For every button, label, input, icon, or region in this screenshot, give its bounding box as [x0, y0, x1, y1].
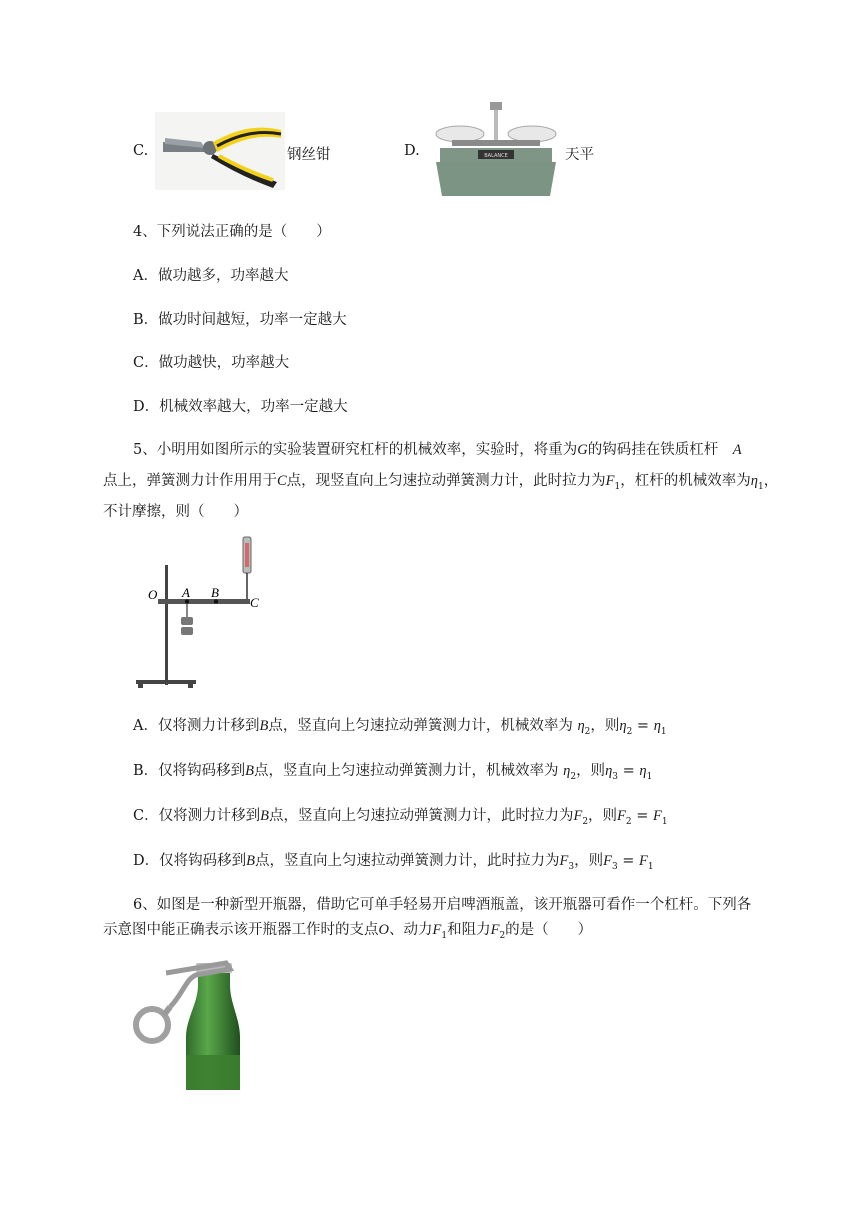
q4-option-d: D．机械效率越大，功率一定越大: [133, 399, 348, 415]
q5-option-b: B．仅将钩码移到B点，竖直向上匀速拉动弹簧测力计，机械效率为 $\eta_2$，则$\eta_3 = \eta_1$: [133, 763, 653, 782]
q5-option-c: C．仅将测力计移到B点，竖直向上匀速拉动弹簧测力计，此时拉力为$F_2$，则$F_2 = F_1$: [133, 808, 668, 827]
q4-option-a: A．做功越多，功率越大: [133, 268, 289, 284]
q5-stem-line2: 点上，弹簧测力计作用用于C点，现竖直向上匀速拉动弹簧测力计，此时拉力为$F_1$，杠杆的机械效率为$\eta_1$，: [103, 473, 779, 492]
option-d-letter: D.: [404, 143, 420, 159]
pliers-photo-icon: [155, 112, 285, 190]
point-a-label: A: [182, 585, 190, 600]
q5-option-d: D．仅将钩码移到B点，竖直向上匀速拉动弹簧测力计，此时拉力为$F_3$，则$F_3 = F_1$: [133, 853, 654, 872]
point-b-label: B: [211, 585, 219, 600]
option-c-text: 钢丝钳: [287, 147, 331, 163]
point-o-label: O: [148, 587, 158, 602]
option-d-text: 天平: [565, 147, 594, 163]
q6-stem-line2: 示意图中能正确表示该开瓶器工作时的支点O、动力$F_1$和阻力$F_2$的是（ ）: [103, 922, 593, 941]
q4-option-b: B．做功时间越短，功率一定越大: [133, 312, 347, 328]
q5-option-a: A．仅将测力计移到B点，竖直向上匀速拉动弹簧测力计，机械效率为 $\eta_2$，则$\eta_2 = \eta_1$: [133, 718, 667, 737]
q5-stem-line3: 不计摩擦，则（ ）: [103, 504, 248, 520]
balance-scale-photo-icon: [430, 100, 562, 200]
bottle-opener-photo-icon: [130, 955, 245, 1090]
balance-label: BALANCE: [484, 153, 508, 159]
q4-option-c: C．做功越快，功率越大: [133, 355, 290, 371]
option-c-letter: C.: [133, 143, 149, 159]
point-c-label: C: [250, 595, 259, 610]
lever-apparatus-diagram: [130, 535, 270, 690]
q4-stem: 4、下列说法正确的是（ ）: [133, 224, 331, 240]
q6-stem-line1: 6、如图是一种新型开瓶器，借助它可单手轻易开启啤酒瓶盖，该开瓶器可看作一个杠杆。下列各: [133, 897, 752, 913]
q5-stem-line1: 5、小明用如图所示的实验装置研究杠杆的机械效率，实验时，将重为G的钩码挂在铁质杠杆 A: [133, 442, 742, 458]
